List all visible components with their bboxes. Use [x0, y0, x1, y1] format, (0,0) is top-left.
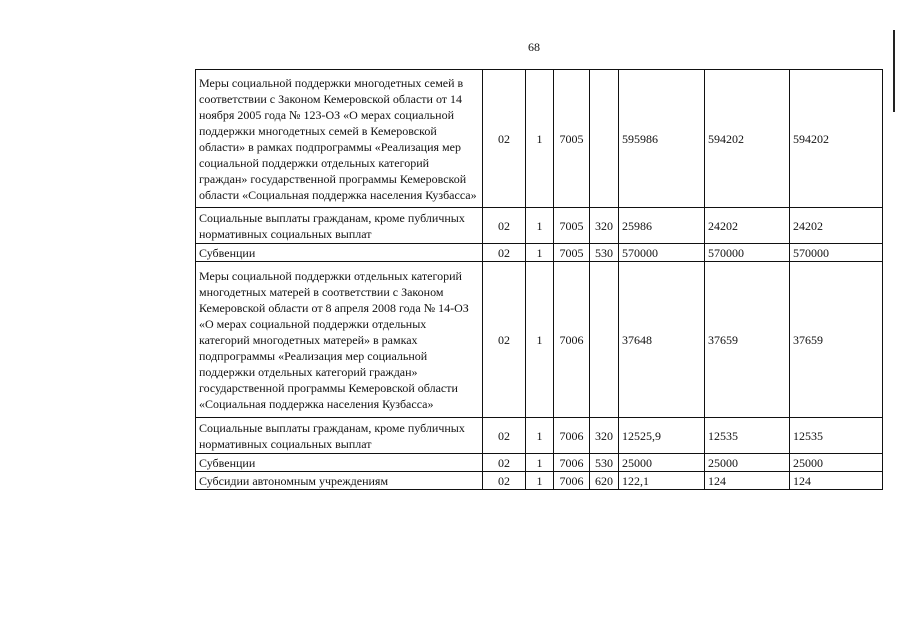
value-year-2: 124: [705, 472, 790, 490]
section-code: 02: [483, 262, 526, 418]
margin-mark: [893, 30, 895, 112]
article-code: 7006: [554, 472, 590, 490]
subsection-code: 1: [526, 262, 554, 418]
expense-type-code: [590, 262, 619, 418]
row-name: Субвенции: [196, 244, 483, 262]
value-year-2: 594202: [705, 70, 790, 208]
expense-type-code: 320: [590, 418, 619, 454]
subsection-code: 1: [526, 70, 554, 208]
value-year-3: 24202: [790, 208, 883, 244]
expense-type-code: 530: [590, 454, 619, 472]
value-year-1: 570000: [619, 244, 705, 262]
expense-type-code: 320: [590, 208, 619, 244]
table-row: [196, 418, 883, 454]
table-row: [196, 472, 883, 490]
value-year-1: 122,1: [619, 472, 705, 490]
row-name: Субвенции: [196, 454, 483, 472]
page-number: 68: [528, 40, 540, 54]
section-code: 02: [483, 70, 526, 208]
value-year-2: 570000: [705, 244, 790, 262]
value-year-2: 37659: [705, 262, 790, 418]
value-year-1: 37648: [619, 262, 705, 418]
table-row: [196, 262, 883, 418]
value-year-3: 124: [790, 472, 883, 490]
section-code: 02: [483, 244, 526, 262]
section-code: 02: [483, 208, 526, 244]
expense-type-code: 620: [590, 472, 619, 490]
table-row: [196, 208, 883, 244]
article-code: 7005: [554, 244, 590, 262]
budget-table: [195, 69, 883, 490]
subsection-code: 1: [526, 208, 554, 244]
article-code: 7006: [554, 418, 590, 454]
value-year-1: 12525,9: [619, 418, 705, 454]
value-year-3: 570000: [790, 244, 883, 262]
row-name: Социальные выплаты гражданам, кроме публичных нормативных социальных выплат: [196, 418, 483, 454]
value-year-1: 25000: [619, 454, 705, 472]
row-name: Социальные выплаты гражданам, кроме публичных нормативных социальных выплат: [196, 208, 483, 244]
row-name: Субсидии автономным учреждениям: [196, 472, 483, 490]
article-code: 7005: [554, 70, 590, 208]
section-code: 02: [483, 418, 526, 454]
article-code: 7005: [554, 208, 590, 244]
row-name: Меры социальной поддержки отдельных категорий многодетных матерей в соответствии с Законом Кемеровской области от 8 апреля 2008 года № 14-ОЗ «О мерах социальной поддержки отдельных категорий многодетных матерей» в рамках подпрограммы «Реализация мер социальной поддержки отдельных категорий граждан» государственной программы Кемеровской области «Социальная поддержка населения Кузбасса»: [196, 262, 483, 418]
value-year-2: 25000: [705, 454, 790, 472]
subsection-code: 1: [526, 244, 554, 262]
subsection-code: 1: [526, 418, 554, 454]
expense-type-code: [590, 70, 619, 208]
value-year-3: 37659: [790, 262, 883, 418]
table-row: [196, 244, 883, 262]
row-name: Меры социальной поддержки многодетных семей в соответствии с Законом Кемеровской области от 14 ноября 2005 года № 123-ОЗ «О мерах социальной поддержки многодетных семей в Кемеровской области» в рамках подпрограммы «Реализация мер социальной поддержки отдельных категорий граждан» государственной программы Кемеровской области «Социальная поддержка населения Кузбасса»: [196, 70, 483, 208]
value-year-2: 24202: [705, 208, 790, 244]
subsection-code: 1: [526, 454, 554, 472]
value-year-3: 12535: [790, 418, 883, 454]
value-year-3: 594202: [790, 70, 883, 208]
value-year-2: 12535: [705, 418, 790, 454]
table-row: [196, 454, 883, 472]
expense-type-code: 530: [590, 244, 619, 262]
subsection-code: 1: [526, 472, 554, 490]
value-year-3: 25000: [790, 454, 883, 472]
value-year-1: 595986: [619, 70, 705, 208]
article-code: 7006: [554, 262, 590, 418]
article-code: 7006: [554, 454, 590, 472]
section-code: 02: [483, 472, 526, 490]
section-code: 02: [483, 454, 526, 472]
table-row: [196, 70, 883, 208]
value-year-1: 25986: [619, 208, 705, 244]
